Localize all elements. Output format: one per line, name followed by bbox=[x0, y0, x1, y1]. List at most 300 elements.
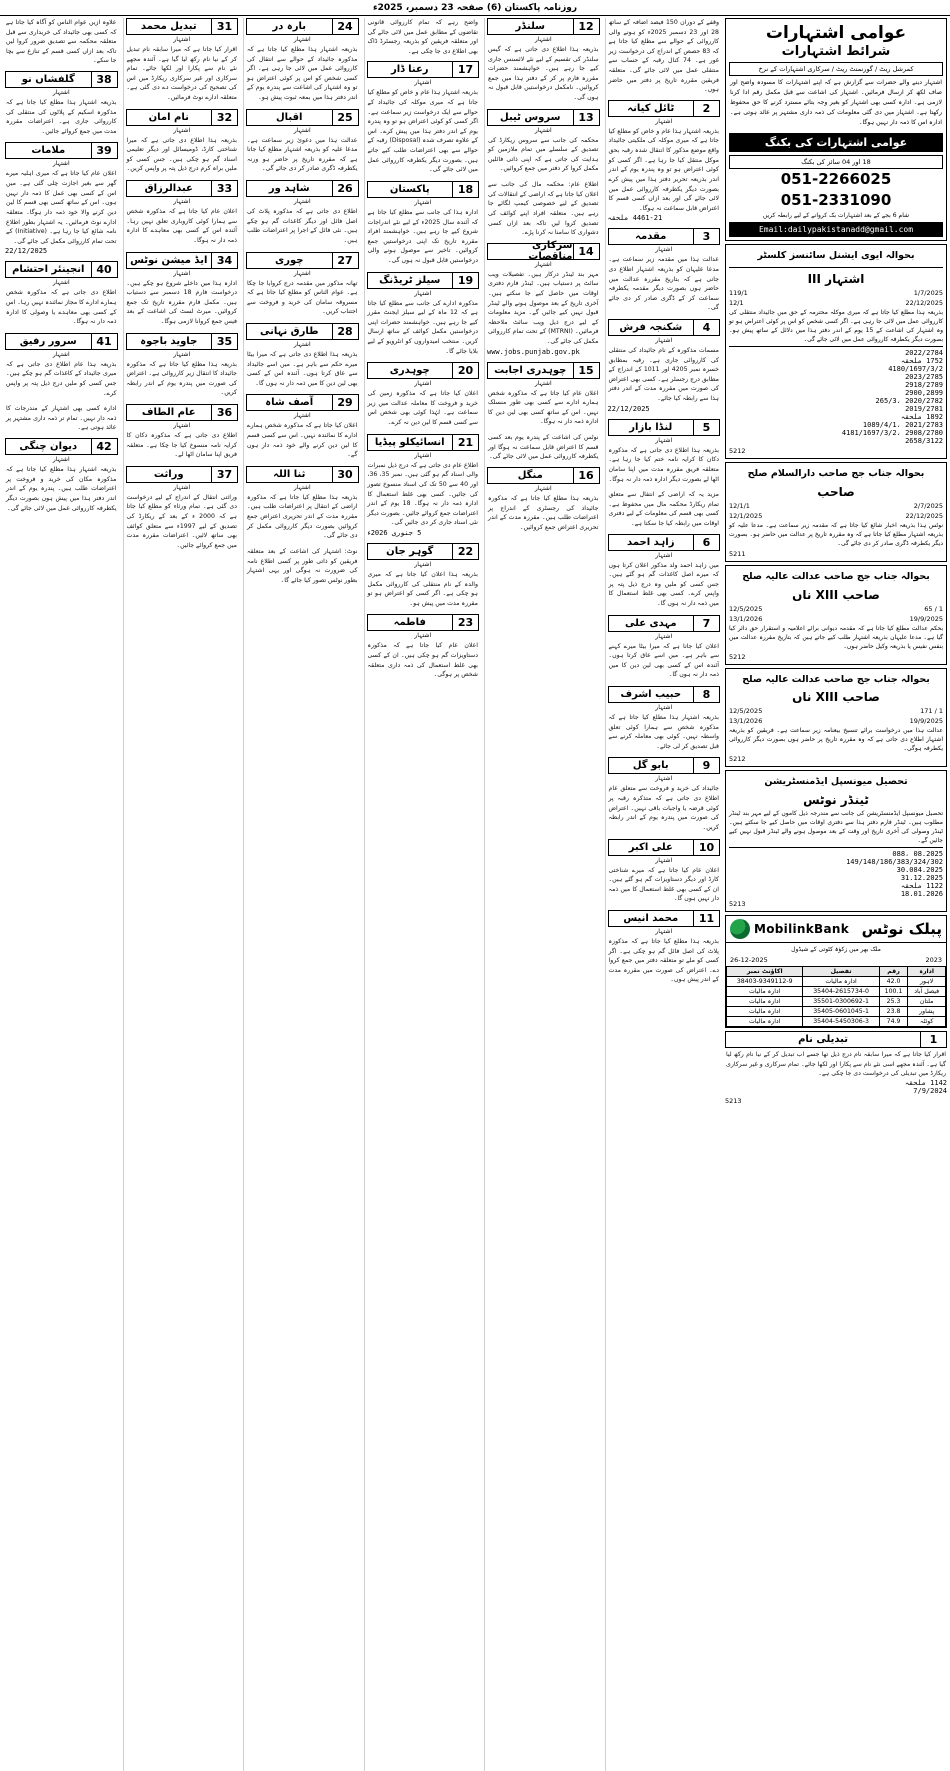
notice-body: اطلاع عام دی جاتی ہے کہ درج ذیل نمبرات والی اسناد گم ہو گئی ہیں۔ نمبر 35، 36، اور 40 سے 50 تک کی اسناد منسوخ تصور کی جائیں۔ کسی بھی غلط استعمال کا ادارہ ذمہ دار نہ ہوگا۔ 18 یوم کے اندر اعتراضات جمع کروائے جائیں۔ بصورت دیگر نئی اسناد جاری کر دی جائیں گی۔ bbox=[367, 461, 478, 527]
notice-39 bbox=[5, 142, 118, 255]
notice-number: 7 bbox=[693, 616, 719, 631]
bank-ad bbox=[725, 915, 947, 1028]
notice-footnote: 22/12/2025 bbox=[5, 247, 48, 256]
tender-heading: بحوالہ ایوی ایشنل سائنسز کلسٹر bbox=[757, 250, 915, 262]
notice-number: 40 bbox=[91, 262, 117, 277]
tender-code: 5212 bbox=[729, 652, 746, 661]
notice-title: سرکاری مناقصات bbox=[488, 244, 573, 259]
notice-7 bbox=[608, 615, 721, 680]
notice-title: منگل bbox=[488, 468, 573, 483]
tender-ref-11: 2908/2780 ،4181/1697/3/2 bbox=[841, 428, 943, 437]
notice-body: مذکورہ ادارے کی جانب سے مطلع کیا جاتا ہے کہ 12 ماہ کے لیے سیلز ایجنٹ مقرر کیے جا رہے ہیں۔ خواہشمند حضرات اپنی درخواستیں مکمل کوائف کے ساتھ ارسال کریں۔ منتخب امیدواروں کو انٹرویو کے لیے بلایا جائے گا۔ bbox=[367, 299, 478, 355]
table-row bbox=[727, 1017, 946, 1027]
notice-title: نام امان bbox=[127, 110, 212, 125]
tender-ref-7: 2020/2782 ،265/3 bbox=[875, 396, 943, 405]
notice-title: انجینئر احتشام bbox=[6, 262, 91, 277]
notice-number: 20 bbox=[452, 363, 478, 378]
notice-31 bbox=[126, 18, 239, 103]
cell: 74.9 bbox=[879, 1017, 908, 1027]
notice-number: 19 bbox=[452, 273, 478, 288]
tender-date-b: 12/5/2025 bbox=[729, 707, 763, 716]
tender-ref-3: 30.084.2025 bbox=[896, 866, 943, 875]
phone-1[interactable]: 051-2266025 bbox=[780, 169, 892, 188]
notice-title: جاوید باجوہ bbox=[127, 334, 212, 349]
tender-date-a: 1 / 171 bbox=[920, 707, 943, 716]
tender-date-c: 19/9/2025 bbox=[909, 614, 943, 623]
notice-number: 31 bbox=[211, 19, 237, 34]
notice-subtitle: اشتہار bbox=[655, 856, 673, 864]
cell: ادارہ مالیات bbox=[803, 977, 879, 987]
notice-42 bbox=[5, 438, 118, 513]
notice-body: اقرار کیا جاتا ہے کہ میرا سابقہ نام تبدیل کر کے نیا نام رکھ لیا گیا ہے۔ آئندہ مجھے نئے نام سے پکارا اور لکھا جائے۔ تمام سرکاری اور غیر سرکاری ریکارڈ میں اس کی تصحیح کی درخواست دے دی گئی ہے۔ متعلقہ ادارے نوٹ فرمائیں۔ bbox=[126, 46, 237, 102]
notice-16 bbox=[487, 467, 600, 532]
tender-ref-10: 2021/2783 ،1089/4/1 bbox=[862, 420, 943, 429]
tender-body: بحکم عدالت مطلع کیا جاتا ہے کہ مقدمہ دیوانی برائے اعلامیہ و استقرار حق دائر کیا گیا ہے۔ مدعا علیہان بذریعہ اشتہار طلب کیے جاتے ہیں کہ بتاریخ مقررہ عدالت میں بنفس نفیس یا بذریعہ وکیل حاضر ہوں۔ bbox=[729, 624, 943, 650]
email-band[interactable]: Email:dailypakistanadd@gmail.com bbox=[729, 222, 943, 237]
rate-th-2: تفصیل bbox=[803, 967, 879, 977]
cell: 35405-0601045-1 bbox=[803, 1007, 879, 1017]
notice-number: 13 bbox=[573, 110, 599, 125]
notice-body: ادارہ ہذا کی جانب سے مطلع کیا جاتا ہے کہ آئندہ سال 2025ء کے لیے نئے اندراجات شروع کیے جا رہے ہیں۔ خواہشمند افراد مقررہ تاریخ تک اپنی درخواستیں جمع کروائیں۔ تاخیر سے موصول ہونے والی درخواستیں قابل قبول نہ ہوں گی۔ bbox=[367, 208, 479, 264]
notice-footnote: 22/12/2025 bbox=[607, 404, 650, 413]
tender-ref-3: 4180/1697/3/2 bbox=[888, 364, 943, 373]
notice-subtitle: اشتہار bbox=[293, 126, 311, 134]
notice-subtitle: اشتہار bbox=[414, 79, 432, 87]
notice-body: عدالت ہذا میں دعویٰ زیر سماعت ہے۔ مدعا علیہ کو بذریعہ اشتہار مطلع کیا جاتا ہے کہ مقررہ تاریخ پر حاضر ہو ورنہ یکطرفہ ڈگری صادر کر دی جائے گی۔ bbox=[247, 136, 358, 173]
notice-subtitle: اشتہار bbox=[655, 927, 673, 935]
rate-th-1: رقم bbox=[879, 967, 908, 977]
tender-date-d: 13/1/2026 bbox=[729, 717, 763, 726]
notice-title: عام الطاف bbox=[127, 405, 212, 420]
notice-9 bbox=[608, 757, 721, 832]
notice-body: بذریعہ ہذا مطلع کیا جاتا ہے کہ مذکورہ پلاٹ کی اصل فائل گم ہو چکی ہے۔ اگر کسی کو ملے تو متعلقہ دفتر میں جمع کروا دے۔ اعتراض کی صورت میں مقررہ مدت کے اندر پیش ہوں۔ bbox=[608, 937, 719, 984]
notice-body: اعلان عام کیا جاتا ہے کہ میری اہلیہ میرے گھر سے بغیر اجازت چلی گئی ہے۔ میں اس کے کسی بھی عمل کا ذمہ دار نہیں ہوں۔ اس کے ساتھ کسی بھی قسم کا لین دین کرنے والا خود ذمہ دار ہوگا۔ متعلقہ ادارے نوٹ فرمائیں۔ یہ اشتہار بطور اطلاع نامہ شائع کیا جا رہا ہے۔ (Initiative) کے تحت تمام کارروائی مکمل کی جائے گی۔ bbox=[6, 170, 117, 245]
notice-body: بذریعہ اشتہار ہذا مطلع کیا جاتا ہے کہ مذکورہ جائیداد کے حوالے سے انتقال کی کارروائی عمل میں لائی جا رہی ہے۔ اگر کسی شخص کو اس پر کوئی اعتراض ہو تو وہ اشتہار کی اشاعت سے پندرہ یوم کے اندر دفتر ہذا میں بمعہ ثبوت پیش ہو۔ bbox=[247, 46, 358, 102]
notice-14 bbox=[487, 240, 600, 356]
notice-body: بذریعہ ہذا مطلع کیا جاتا ہے کہ مذکورہ جائیداد کی رجسٹری کے اندراج پر اعتراضات طلب ہیں۔ مقررہ مدت کے اندر تحریری اعتراض جمع کروائیں۔ bbox=[488, 494, 599, 531]
notice-number: 35 bbox=[211, 334, 237, 349]
notice-body: جائیداد کی خرید و فروخت سے متعلق عام اطلاع دی جاتی ہے کہ متذکرہ رقبہ پر کوئی قرضہ یا واجبات باقی نہیں۔ اعتراض کی صورت میں پندرہ یوم کے اندر رابطہ کریں۔ bbox=[608, 785, 719, 831]
notice-title: سیلز ٹریڈنگ bbox=[368, 273, 453, 288]
divider bbox=[729, 346, 943, 347]
notice-number: 9 bbox=[693, 758, 719, 773]
notice-2 bbox=[608, 100, 721, 222]
notice-title: بارہ در bbox=[247, 19, 332, 34]
notice-code: 5213 bbox=[725, 1097, 742, 1105]
notice-body: بذریعہ ہذا عام اطلاع دی جاتی ہے کہ میری جائیداد کے کاغذات گم ہو چکے ہیں۔ جس کسی کو ملیں درج ذیل پتہ پر واپس کرے۔ bbox=[6, 360, 117, 397]
notice-subtitle: اشتہار bbox=[414, 560, 432, 568]
notice-body: بذریعہ اشتہار ہذا مطلع کیا جاتا ہے کہ مذکورہ شخص سے ہمارا کوئی تعلق واسطہ نہیں۔ کوئی بھی معاملہ کرنے سے قبل تصدیق کر لی جائے۔ bbox=[608, 714, 719, 750]
cell: کوئٹہ bbox=[908, 1017, 946, 1027]
tender-ref-8: 2019/2781 bbox=[905, 404, 943, 413]
notice-40 bbox=[5, 261, 118, 326]
notice-title: دیوان چنگی bbox=[6, 439, 91, 454]
column-4 bbox=[243, 18, 361, 1771]
cell: 35404-5450306-3 bbox=[803, 1017, 879, 1027]
notice-number: 28 bbox=[332, 324, 358, 339]
tender-subheading: صاحب XIII ناں bbox=[792, 587, 880, 602]
notice-ref-2: 7/9/2024 bbox=[913, 1087, 947, 1095]
notice-1 bbox=[725, 1031, 947, 1105]
notice-subtitle: اشتہار bbox=[655, 117, 673, 125]
notice-body: میں زاہد احمد ولد مذکور اعلان کرتا ہوں کہ میرے اصل کاغذات گم ہو گئے ہیں۔ جس کسی کو ملیں وہ درج ذیل پتہ پر واپس کرے۔ کسی بھی غلط استعمال کا میں ذمہ دار نہ ہوں گا۔ bbox=[608, 561, 719, 607]
main-ad-rate-strip: کمرشل ریٹ / گورنمنٹ ریٹ / سرکاری اشتہارات کے نرخ bbox=[729, 62, 943, 76]
tender-date-d: 12/1 bbox=[729, 298, 744, 307]
cell: پشاور bbox=[908, 1007, 946, 1017]
notice-title: تبدیل محمد bbox=[127, 19, 212, 34]
cell: 35501-0300692-1 bbox=[803, 997, 879, 1007]
notice-subtitle: اشتہار bbox=[173, 422, 191, 430]
tender-subheading: اشتہار III bbox=[807, 271, 865, 286]
notice-body: اعلان کیا جاتا ہے کہ مذکورہ شخص ہمارے ادارے کا نمائندہ نہیں۔ اس سے کسی قسم کا لین دین کرنے والے خود ذمہ دار ہوں گے۔ bbox=[247, 422, 358, 459]
main-ad-terms: اشتہار دینے والے حضرات سے گزارش ہے کہ اپنے اشتہارات کا مسودہ واضح اور صاف لکھ کر ارسال فرمائیں۔ اشتہار کی اشاعت سے قبل مکمل رقم ادا کرنا لازمی ہے۔ ادارہ کسی بھی اشتہار کو بغیر وجہ بتائے مسترد کرنے کا حق محفوظ رکھتا ہے۔ اشتہار میں دی گئی معلومات کی ذمہ داری مشتہر پر عائد ہوتی ہے۔ ادارہ اس کا ذمہ دار نہیں ہوگا۔ bbox=[730, 79, 942, 126]
notice-subtitle: اشتہار bbox=[655, 632, 673, 640]
notice-22 bbox=[367, 543, 480, 608]
notice-footnote: 4461-21 ملحقہ bbox=[607, 214, 663, 223]
notice-body: اعلان کیا جاتا ہے کہ میرا بیٹا میرے کہنے سے باہر ہے۔ میں اسے عاق کرتا ہوں۔ آئندہ اس کے کسی بھی لین دین کا میں ذمہ دار نہ ہوں گا۔ bbox=[608, 642, 719, 679]
divider bbox=[729, 847, 943, 848]
column-3 bbox=[364, 18, 482, 1771]
table-row bbox=[727, 997, 946, 1007]
notice-title: چوہدری bbox=[368, 363, 453, 378]
tender-ref-2: 1752 ملحقہ bbox=[900, 356, 943, 365]
notice-subtitle: اشتہار bbox=[52, 89, 70, 97]
notice-body: بذریعہ ہذا اطلاع دی جاتی ہے کہ گیس سلنڈر کی تقسیم کے لیے نئے لائسنس جاری کیے جا رہے ہیں۔ خواہشمند حضرات مقررہ فارم پر کر کے دفتر ہذا میں جمع کروائیں۔ نامکمل درخواستیں قابل قبول نہ ہوں گی۔ bbox=[488, 46, 599, 102]
tender-body: تحصیل میونسپل ایڈمنسٹریشن کی جانب سے مندرجہ ذیل کاموں کے لیے مہر بند ٹینڈر مطلوب ہیں۔ ٹینڈر فارم دفتر ہذا سے دفتری اوقات میں حاصل کیے جا سکتے ہیں۔ ٹینڈر وصولی کی آخری تاریخ اور وقت کے بعد موصول ہونے والے ٹینڈر قبول نہیں کیے جائیں گے۔ bbox=[729, 810, 943, 845]
notice-body: بذریعہ اشتہار ہذا مطلع کیا جاتا ہے کہ مذکورہ مکان کی خرید و فروخت پر اعتراضات طلب ہیں۔ پندرہ یوم کے اندر اندر دفتر ہذا میں پیش ہوں بصورت دیگر یکطرفہ کارروائی عمل میں لائی جائے گی۔ bbox=[6, 466, 117, 512]
tender-ref-1: 2022/2784 bbox=[905, 348, 943, 357]
notice-21 bbox=[367, 434, 480, 537]
booking-band: عوامی اشتہارات کی بکنگ bbox=[729, 133, 943, 152]
notice-title: فاطمہ bbox=[368, 615, 453, 630]
notice-subtitle: اشتہار bbox=[173, 269, 191, 277]
notice-title: علی اکبر bbox=[609, 840, 694, 855]
notice-title: پاکستان bbox=[368, 182, 453, 197]
notice-37 bbox=[126, 466, 239, 551]
cell: ادارہ مالیات bbox=[727, 1007, 803, 1017]
cell: 35404-2615734-0 bbox=[803, 987, 879, 997]
tender-heading: بحوالہ جناب جج صاحب عدالت عالیہ صلح bbox=[742, 673, 930, 685]
notice-subtitle: اشتہار bbox=[655, 337, 673, 345]
tender-ref-1: 08.2025 ،088 bbox=[892, 850, 943, 859]
notice-title: انسائیکلو پیڈیا bbox=[368, 435, 453, 450]
notice-subtitle: اشتہار bbox=[534, 126, 552, 134]
notice-title: شاہد ور bbox=[247, 181, 332, 196]
notice-number: 6 bbox=[693, 535, 719, 550]
booking-band-sub: 18 اور 04 سائز کی بکنگ bbox=[729, 155, 943, 169]
column-filler-text: علاوہ ازیں عوام الناس کو آگاہ کیا جاتا ہے کہ کسی بھی جائیداد کی خریداری سے قبل متعلقہ محکمہ سے تصدیق ضرور کروا لیں تاکہ بعد ازاں کسی قسم کے تنازع سے بچا جا سکے۔ bbox=[6, 19, 117, 65]
notice-5 bbox=[608, 419, 721, 484]
notice-8 bbox=[608, 686, 721, 751]
rate-th-0: ادارہ bbox=[908, 967, 946, 977]
notice-23 bbox=[367, 614, 480, 679]
cell: فیصل آباد bbox=[908, 987, 946, 997]
notice-subtitle: اشتہار bbox=[414, 451, 432, 459]
notice-title: ٹائل کیانہ bbox=[609, 101, 694, 116]
notice-subtitle: اشتہار bbox=[293, 198, 311, 206]
notice-body: تھانہ مذکور میں مقدمہ درج کروایا جا چکا ہے۔ عوام الناس کو مطلع کیا جاتا ہے کہ مسروقہ سامان کی خرید و فروخت سے اجتناب کریں۔ bbox=[247, 279, 358, 316]
notice-body: اطلاع دی جاتی ہے کہ مذکورہ پلاٹ کی اصل فائل اور دیگر کاغذات گم ہو چکے ہیں۔ نئی فائل کے اجرا پر اعتراضات طلب ہیں۔ bbox=[247, 208, 358, 244]
notice-38 bbox=[5, 71, 118, 136]
notice-subtitle: اشتہار bbox=[655, 551, 673, 559]
page-body bbox=[0, 16, 950, 1771]
notice-body: بذریعہ ہذا اطلاع دی جاتی ہے کہ مذکورہ دکان کا کرایہ نامہ ختم کیا جا رہا ہے۔ متعلقہ فریق مقررہ مدت میں اپنا سامان اٹھا لے بصورت دیگر ادارہ ذمہ دار نہ ہوگا۔ bbox=[608, 446, 719, 483]
tender-box-4 bbox=[725, 668, 947, 768]
cell: ادارہ مالیات bbox=[727, 997, 803, 1007]
notice-body: اعلان عام کیا جاتا ہے کہ مذکورہ شخص سے ہمارا کوئی کاروباری تعلق نہیں رہا۔ آئندہ اس کے کسی بھی معاہدے کا ادارہ ذمہ دار نہ ہوگا۔ bbox=[126, 208, 237, 244]
notice-body: بذریعہ ہذا اطلاع دی جاتی ہے کہ میرا بیٹا میرے حکم سے باہر ہے۔ میں اسے جائیداد سے عاق کرتا ہوں۔ آئندہ اس کے کسی بھی لین دین کا میں ذمہ دار نہ ہوں گا۔ bbox=[247, 350, 358, 387]
notice-body: عدالت ہذا میں مقدمہ زیر سماعت ہے۔ مدعا علیہان کو بذریعہ اشتہار اطلاع دی جاتی ہے کہ بتاریخ مقررہ عدالت میں حاضر ہوں بصورت دیگر مقدمہ یکطرفہ سماعت کر کے ڈگری صادر کر دی جائے گی۔ bbox=[608, 256, 719, 312]
notice-number: 17 bbox=[452, 62, 478, 77]
notice-body: مسمات مذکورہ کے نام جائیداد کی منتقلی کی کارروائی جاری ہے۔ رقبہ بمطابق خسرہ نمبر 4205 اور 1011 کے اندراج کے مطابق درج رجسٹر ہے۔ کسی بھی اعتراض کی صورت میں مقررہ مدت کے اندر دفتر ہذا سے رابطہ کیا جائے۔ bbox=[608, 347, 720, 403]
column-5 bbox=[123, 18, 241, 1771]
tender-date-a: 2/7/2025 bbox=[913, 501, 943, 510]
notice-title: گوہر جان bbox=[368, 544, 453, 559]
tender-date-b: 12/5/2025 bbox=[729, 604, 763, 613]
notice-body: اعلان کیا جاتا ہے کہ مذکورہ زمین کی خرید و فروخت کا معاملہ عدالت میں زیر سماعت ہے۔ لہٰذا کوئی بھی شخص اس سے کسی قسم کا لین دین نہ کرے۔ bbox=[367, 390, 478, 427]
notice-number: 32 bbox=[211, 110, 237, 125]
tender-code: 5213 bbox=[729, 900, 746, 909]
bank-rate-table bbox=[726, 966, 946, 1027]
notice-subtitle: اشتہار bbox=[293, 36, 311, 43]
notice-number: 3 bbox=[693, 229, 719, 244]
notice-4 bbox=[608, 319, 721, 413]
notice-subtitle: اشتہار bbox=[414, 198, 432, 206]
notice-subtitle: اشتہار bbox=[293, 340, 311, 348]
notice-body: اعلان عام کیا جاتا ہے کہ میرے شناختی کارڈ اور دیگر دستاویزات گم ہو گئے ہیں۔ ان کے کسی بھی غلط استعمال کا میں ذمہ دار نہیں ہوں گا۔ bbox=[608, 866, 719, 903]
notice-title: زاہد احمد bbox=[609, 535, 694, 550]
tender-date-a: 1 / 65 bbox=[924, 604, 943, 613]
notice-subtitle: اشتہار bbox=[534, 379, 552, 387]
notice-title: وراثت bbox=[127, 467, 212, 482]
notice-title: ملامات bbox=[6, 143, 91, 158]
column-1 bbox=[605, 18, 723, 1771]
notice-body: بذریعہ ہذا مطلع کیا جاتا ہے کہ مذکورہ اراضی کے انتقال پر اعتراضات طلب ہیں۔ مقررہ مدت کے اندر تحریری اعتراض جمع کروائیں بصورت دیگر کارروائی مکمل کر دی جائے گی۔ bbox=[247, 493, 358, 540]
tender-box-1 bbox=[725, 244, 947, 459]
tender-date-d: 12/1/2025 bbox=[729, 511, 763, 520]
notice-body: وراثتی انتقال کے اندراج کے لیے درخواست دی گئی ہے۔ تمام ورثاء کو مطلع کیا جاتا ہے کہ 2000 ء کے بعد کے ریکارڈ کی تصدیق کے لیے 1997ء سے متعلق کوائف بھی ساتھ لائیں۔ اعتراضات مقررہ مدت میں جمع کروائے جائیں۔ bbox=[126, 493, 237, 549]
tender-heading: بحوالہ جناب جج صاحب دارالسلام صلح bbox=[747, 467, 925, 479]
cell: 23.8 bbox=[879, 1007, 908, 1017]
notice-number: 41 bbox=[91, 334, 117, 349]
notice-20 bbox=[367, 362, 480, 427]
notice-body: اعلان عام کیا جاتا ہے کہ مذکورہ شخص ہمارے ادارے سے کسی بھی طور منسلک نہیں۔ اس کے ساتھ کسی بھی لین دین کا ادارہ ذمہ دار نہ ہوگا۔ bbox=[488, 389, 599, 426]
notice-number: 14 bbox=[573, 244, 599, 259]
notice-title: اقبال bbox=[247, 110, 332, 125]
tender-body: بذریعہ ہذا مطلع کیا جاتا ہے کہ میری موکلہ محترمہ کے حق میں جائیداد منتقلی کی کارروائی عمل میں لائی جا رہی ہے۔ اگر کسی شخص کو اس پر کوئی اعتراض ہو تو وہ اشتہار کی اشاعت کے 15 یوم کے اندر دفتر ہذا میں دلائل کے ساتھ پیش ہو۔ بصورت دیگر یکطرفہ کارروائی عمل میں لائی جائے گی۔ bbox=[729, 308, 944, 343]
column-intro-text: وقفے کے دوران 150 فیصد اضافہ کے ساتھ 28 اور 23 دسمبر 2025ء کو ہونے والی کارروائی کے حوالے سے مطلع کیا جاتا ہے کہ 83 حصص کے اندراج کی درخواست زیر غور ہے۔ 74 کنال رقبہ کے حساب سے منتقلی عمل میں لائی جائے گی۔ متعلقہ فریقین مقررہ تاریخ پر دفتر میں حاضر ہوں۔ bbox=[608, 19, 720, 94]
notice-number: 37 bbox=[211, 467, 237, 482]
notice-number: 42 bbox=[91, 439, 117, 454]
notice-24 bbox=[246, 18, 359, 103]
notice-number: 8 bbox=[693, 687, 719, 702]
notice-12 bbox=[487, 18, 600, 103]
tender-box-5 bbox=[725, 770, 947, 912]
notice-title: مہدی علی bbox=[609, 616, 694, 631]
notice-number: 33 bbox=[211, 181, 237, 196]
notice-25 bbox=[246, 109, 359, 174]
tender-date-c: 22/12/2025 bbox=[905, 511, 943, 520]
tender-box-3 bbox=[725, 565, 947, 665]
cell: 38403-9349112-9 bbox=[727, 977, 803, 987]
notice-body: اطلاع دی جاتی ہے کہ مذکورہ شخص ہمارے ادارے کا مجاز نمائندہ نہیں رہا۔ اس کے کسی بھی معاہدے یا وصولی کا ادارہ ذمہ دار نہ ہوگا۔ bbox=[6, 289, 117, 326]
notice-number: 5 bbox=[693, 420, 719, 435]
rate-th-3: اکاؤنٹ نمبر bbox=[727, 967, 803, 977]
notice-subtitle: اشتہار bbox=[534, 260, 552, 268]
tender-ref-4: 2023/2785 bbox=[905, 372, 943, 381]
masthead bbox=[0, 0, 950, 16]
tender-heading: بحوالہ جناب جج صاحب عدالت عالیہ صلح bbox=[742, 570, 930, 582]
notice-number: 4 bbox=[693, 320, 719, 335]
notice-title: سلنڈر bbox=[488, 19, 573, 34]
notice-number: 12 bbox=[573, 19, 599, 34]
notice-number: 27 bbox=[332, 253, 358, 268]
notice-title: ثنا اللہ bbox=[247, 467, 332, 482]
notice-subtitle: اشتہار bbox=[655, 246, 673, 254]
column-filler-text: اطلاع عام: محکمہ مال کی جانب سے اعلان کیا جاتا ہے کہ اراضی کے انتقالات کی تصدیق کے لیے خصوصی کیمپ لگائے جا رہے ہیں۔ متعلقہ افراد اپنے کوائف کی تصدیق کروا لیں تاکہ بعد ازاں کسی دشواری کا سامنا نہ کرنا پڑے۔ bbox=[488, 181, 599, 237]
notice-subtitle: اشتہار bbox=[293, 269, 311, 277]
notice-title: چوری bbox=[247, 253, 332, 268]
notice-header bbox=[725, 1031, 947, 1048]
notice-number: 1 bbox=[920, 1032, 946, 1047]
notice-body: اقرار کیا جاتا ہے کہ میرا سابقہ نام درج ذیل تھا جسے اب تبدیل کر کے نیا نام رکھ لیا گیا ہے۔ آئندہ مجھے اسی نئے نام سے پکارا اور لکھا جائے۔ تمام سرکاری و غیر سرکاری ریکارڈ میں تبدیلی کی درخواست دی جا چکی ہے۔ bbox=[726, 1051, 946, 1078]
tender-date-d: 13/1/2026 bbox=[729, 614, 763, 623]
notice-title: چوہدری اجابت bbox=[488, 363, 573, 378]
notice-11 bbox=[608, 910, 721, 985]
notice-link[interactable]: www.jobs.punjab.gov.pk bbox=[487, 347, 580, 356]
tender-body: عدالت ہذا میں درخواست برائے تنسیخ بیعنامہ زیر سماعت ہے۔ فریقین کو بذریعہ اشتہار اطلاع دی جاتی ہے کہ وہ مقررہ تاریخ پر حاضر ہوں بصورت دیگر کارروائی یکطرفہ ہوگی۔ bbox=[729, 727, 943, 753]
notice-body: بذریعہ اشتہار ہذا عام و خاص کو مطلع کیا جاتا ہے کہ میری موکلہ کی ملکیتی جائیداد واقع موضع مذکور کا انتقال شدہ رقبہ بحق موکل منتقل کیا جا رہا ہے۔ اگر کسی کو کوئی اعتراض ہو تو وہ پندرہ یوم کے اندر اندر بذریعہ تحریر دفتر ہذا میں پیش کرے بصورت دیگر یکطرفہ کارروائی عمل میں لائی جائے گی اور بعد ازاں کسی قسم کا اعتراض قابل سماعت نہ ہوگا۔ bbox=[608, 127, 719, 212]
notice-subtitle: اشتہار bbox=[534, 484, 552, 492]
notice-body: بذریعہ ہذا اطلاع دی جاتی ہے کہ میرا شناختی کارڈ، ڈومیسائل اور دیگر تعلیمی اسناد گم ہو چکی ہیں۔ جس کسی کو ملیں براہ کرم درج ذیل پتہ پر واپس کریں۔ bbox=[126, 136, 237, 173]
tender-date-c: 19/9/2025 bbox=[909, 717, 943, 726]
notice-number: 26 bbox=[332, 181, 358, 196]
notice-title: بابو گل bbox=[609, 758, 694, 773]
booking-note: شام 6 بجے کے بعد اشتہارات بک کروانے کے لیے رابطہ کریں bbox=[762, 212, 910, 220]
notice-number: 2 bbox=[693, 101, 719, 116]
notice-subtitle: اشتہار bbox=[173, 350, 191, 358]
notice-number: 30 bbox=[332, 467, 358, 482]
notice-body: بذریعہ اشتہار ہذا عام و خاص کو مطلع کیا جاتا ہے کہ میری موکلہ کی جائیداد کے حوالے سے ایک درخواست زیر سماعت ہے۔ اگر کسی کو کوئی اعتراض ہو تو وہ پندرہ یوم کے اندر دفتر ہذا میں پیش کرے۔ اس کے علاوہ تصرف شدہ (Disposal) رقبہ کے حوالے سے بھی اعتراضات طلب کیے جاتے ہیں۔ بصورت دیگر یکطرفہ کارروائی عمل میں لائی جائے گی۔ bbox=[367, 89, 479, 174]
notice-subtitle: اشتہار bbox=[52, 350, 70, 358]
notice-34 bbox=[126, 252, 239, 327]
notice-subtitle: اشتہار bbox=[173, 198, 191, 206]
notice-10 bbox=[608, 839, 721, 904]
tender-ref-4: 31.12.2025 bbox=[900, 874, 943, 883]
notice-title: شکنجہ فرش bbox=[609, 320, 694, 335]
tender-heading: تحصیل میونسپل ایڈمنسٹریشن bbox=[764, 776, 908, 788]
notice-32 bbox=[126, 109, 239, 174]
notice-33 bbox=[126, 180, 239, 245]
tender-ref-9: 1892 ملحقہ bbox=[900, 412, 943, 421]
column-6 bbox=[3, 18, 120, 1771]
cell: ادارہ مالیات bbox=[727, 987, 803, 997]
notice-subtitle: اشتہار bbox=[52, 456, 70, 464]
tender-code: 5212 bbox=[729, 755, 746, 764]
notice-title: مقدمہ bbox=[609, 229, 694, 244]
notice-title: ایڈ میشن نوٹس bbox=[127, 253, 212, 268]
notice-number: 22 bbox=[452, 544, 478, 559]
tender-body: نوٹس ہذا بذریعہ اخبار شائع کیا جاتا ہے کہ مقدمہ زیر سماعت ہے۔ مدعا علیہ کو بذریعہ اشتہار مطلع کیا جاتا ہے کہ وہ مقررہ تاریخ پر عدالت میں حاضر ہو۔ بصورت دیگر یکطرفہ ڈگری صادر کر دی جائے گی۔ bbox=[729, 521, 943, 547]
notice-number: 24 bbox=[332, 19, 358, 34]
table-row bbox=[727, 977, 946, 987]
notice-subtitle: اشتہار bbox=[293, 483, 311, 491]
notice-number: 15 bbox=[573, 363, 599, 378]
notice-number: 34 bbox=[211, 253, 237, 268]
notice-subtitle: اشتہار bbox=[173, 36, 191, 43]
tender-code: 5211 bbox=[729, 549, 746, 558]
tender-subheading: صاحب XIII ناں bbox=[792, 690, 880, 705]
notice-29 bbox=[246, 394, 359, 459]
tender-box-2 bbox=[725, 462, 947, 562]
notice-28 bbox=[246, 323, 359, 388]
column-filler-text: نوٹ: اشتہار کی اشاعت کے بعد متعلقہ فریقین کو ذاتی طور پر کسی اطلاع نامہ کی ضرورت نہ ہوگی اور یہی اشتہار بطور نوٹس تصور کیا جائے گا۔ bbox=[247, 547, 358, 584]
tender-date-b: 12/1/1 bbox=[729, 501, 750, 510]
notice-title: سروس ٹیبل bbox=[488, 110, 573, 125]
notice-body: اطلاع دی جاتی ہے کہ مذکورہ دکان کا کرایہ نامہ منسوخ کیا جا چکا ہے۔ متعلقہ فریق اپنا سامان اٹھا لے۔ bbox=[126, 432, 237, 459]
notice-19 bbox=[367, 272, 480, 357]
notice-35 bbox=[126, 333, 239, 398]
notice-number: 11 bbox=[693, 911, 719, 926]
notice-title: طارق نہانی bbox=[247, 324, 332, 339]
bank-ad-header bbox=[726, 916, 946, 943]
notice-30 bbox=[246, 466, 359, 541]
tender-subheading: ٹینڈر نوٹس bbox=[803, 793, 869, 808]
tender-date-c: 22/12/2025 bbox=[905, 298, 943, 307]
bank-ad-note: ملک بھر میں زکوٰۃ کٹوتی کے شیڈول bbox=[791, 946, 881, 954]
bank-brand-name: MobilinkBank bbox=[754, 922, 850, 937]
notice-title: آصف شاہ bbox=[247, 395, 332, 410]
notice-body: اعلان عام کیا جاتا ہے کہ مذکورہ دستاویزات گم ہو چکی ہیں۔ ان کے کسی بھی غلط استعمال کی ذمہ داری متعلقہ شخص پر ہوگی۔ bbox=[367, 642, 478, 679]
tender-code: 5212 bbox=[729, 446, 746, 455]
notice-ref-1: 1142 ملحقہ bbox=[904, 1079, 947, 1087]
notice-number: 16 bbox=[573, 468, 599, 483]
notice-41 bbox=[5, 333, 118, 398]
notice-number: 29 bbox=[332, 395, 358, 410]
notice-title: رعنا ڈار bbox=[368, 62, 453, 77]
notice-3 bbox=[608, 228, 721, 313]
notice-subtitle: اشتہار bbox=[414, 380, 432, 388]
notice-subtitle: اشتہار bbox=[173, 126, 191, 134]
cell: ادارہ مالیات bbox=[727, 1017, 803, 1027]
notice-subtitle: اشتہار bbox=[52, 279, 70, 287]
tender-ref-2: 149/148/186/383/324/302 bbox=[846, 858, 943, 867]
column-filler-text: واضح رہے کہ تمام کارروائی قانونی تقاضوں کے مطابق عمل میں لائی جائے گی اور متعلقہ فریقین کو بذریعہ رجسٹرڈ ڈاک بھی اطلاع دی جا چکی ہے۔ bbox=[367, 19, 478, 55]
notice-subtitle: اشتہار bbox=[414, 632, 432, 640]
classified-columns bbox=[3, 18, 722, 1771]
main-ad-subtitle: شرائط اشتہارات bbox=[781, 44, 891, 59]
notice-number: 39 bbox=[91, 143, 117, 158]
notice-body: بذریعہ اشتہار ہذا مطلع کیا جاتا ہے کہ مذکورہ اسکیم کے پلاٹوں کی منتقلی کی کارروائی جاری ہے۔ اعتراضات مقررہ مدت میں جمع کروائے جائیں۔ bbox=[6, 99, 117, 135]
tender-ref-5: 1122 ملحقہ bbox=[900, 882, 943, 891]
notice-36 bbox=[126, 404, 239, 460]
phone-2[interactable]: 051-2331090 bbox=[780, 190, 892, 209]
divider bbox=[729, 267, 943, 268]
cell: ملتان bbox=[908, 997, 946, 1007]
notice-subtitle: اشتہار bbox=[655, 704, 673, 712]
notice-17 bbox=[367, 61, 480, 174]
notice-title: سرور رفیق bbox=[6, 334, 91, 349]
notice-title: گلفشاں نو bbox=[6, 72, 91, 87]
notice-subtitle: اشتہار bbox=[293, 412, 311, 420]
bank-ad-year: 2023 bbox=[925, 956, 942, 965]
notice-body: محکمہ کی جانب سے سروس ریکارڈ کی تصدیق کے سلسلے میں تمام ملازمین کو ہدایت کی جاتی ہے کہ اپنی ذاتی فائلیں مکمل کروا کر دفتر میں جمع کروائیں۔ bbox=[488, 136, 599, 173]
main-ad-box bbox=[725, 18, 947, 241]
cell: 100.1 bbox=[879, 987, 908, 997]
notice-body: ادارہ ہذا میں داخلے شروع ہو چکے ہیں۔ درخواست فارم 18 دسمبر سے دستیاب ہیں۔ مکمل فارم مقررہ تاریخ تک جمع کروائیں۔ میرٹ لسٹ کی اشاعت کے بعد فیس جمع کروانا لازمی ہوگا۔ bbox=[126, 279, 237, 325]
tender-ref-12: 2658/3122 bbox=[905, 436, 943, 445]
notice-subtitle: اشتہار bbox=[534, 36, 552, 43]
